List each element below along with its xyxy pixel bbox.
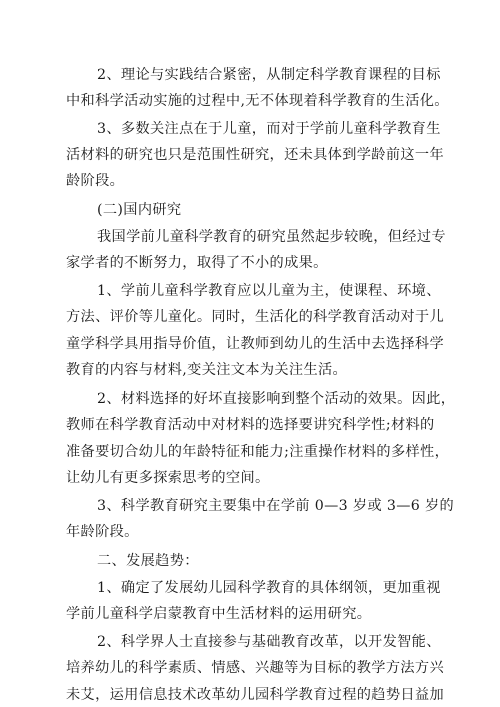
- paragraph-line: 1、学前儿童科学教育应以儿童为主，使课程、环境、: [97, 283, 441, 299]
- paragraph-line: 未艾，运用信息技术改革幼儿园科学教育过程的趋势日益加: [66, 687, 444, 703]
- paragraph-line: 活材料的研究也只是范围性研究，还未具体到学龄前这一年: [66, 147, 444, 163]
- paragraph-line: 童学科学具用指导价值，让教师到幼儿的生活中去选择科学: [66, 336, 444, 352]
- paragraph-line: 1、确定了发展幼儿园科学教育的具体纲领，更加重视: [97, 580, 441, 596]
- paragraph-line: 培养幼儿的科学素质、情感、兴趣等为目标的教学方法方兴: [66, 660, 444, 676]
- paragraph-line: 中和科学活动实施的过程中,无不体现着科学教育的生活化。: [66, 93, 449, 109]
- paragraph-line: 年龄阶段。: [66, 524, 139, 540]
- paragraph-line: 教育的内容与材料,变关注文本为关注生活。: [66, 362, 348, 378]
- paragraph-line: 2、理论与实践结合紧密，从制定科学教育课程的目标: [97, 67, 441, 83]
- paragraph-line: 准备要切合幼儿的年龄特征和能力;注重操作材料的多样性，: [66, 444, 450, 460]
- paragraph-line: 教师在科学教育活动中对材料的选择要讲究科学性;材料的: [66, 417, 435, 433]
- paragraph-line: 学前儿童科学启蒙教育中生活材料的运用研究。: [66, 606, 372, 622]
- paragraph-line: 龄阶段。: [66, 173, 125, 189]
- paragraph-line: 2、材料选择的好坏直接影响到整个活动的效果。因此，: [97, 391, 456, 407]
- section-heading: 二、发展趋势：: [97, 553, 199, 569]
- paragraph-line: 让幼儿有更多探索思考的空间。: [66, 470, 270, 486]
- paragraph-line: 2、科学界人士直接参与基础教育改革，以开发智能、: [97, 634, 441, 650]
- paragraph-line: 3、科学教育研究主要集中在学前 0—3 岁或 3—6 岁的: [97, 498, 455, 514]
- section-heading: (二)国内研究: [97, 202, 182, 218]
- paragraph-line: 3、多数关注点在于儿童，而对于学前儿童科学教育生: [97, 121, 441, 137]
- paragraph-line: 家学者的不断努力，取得了不小的成果。: [66, 255, 328, 271]
- paragraph-line: 方法、评价等儿童化。同时，生活化的科学教育活动对于儿: [66, 309, 444, 325]
- paragraph-line: 我国学前儿童科学教育的研究虽然起步较晚，但经过专: [97, 229, 446, 245]
